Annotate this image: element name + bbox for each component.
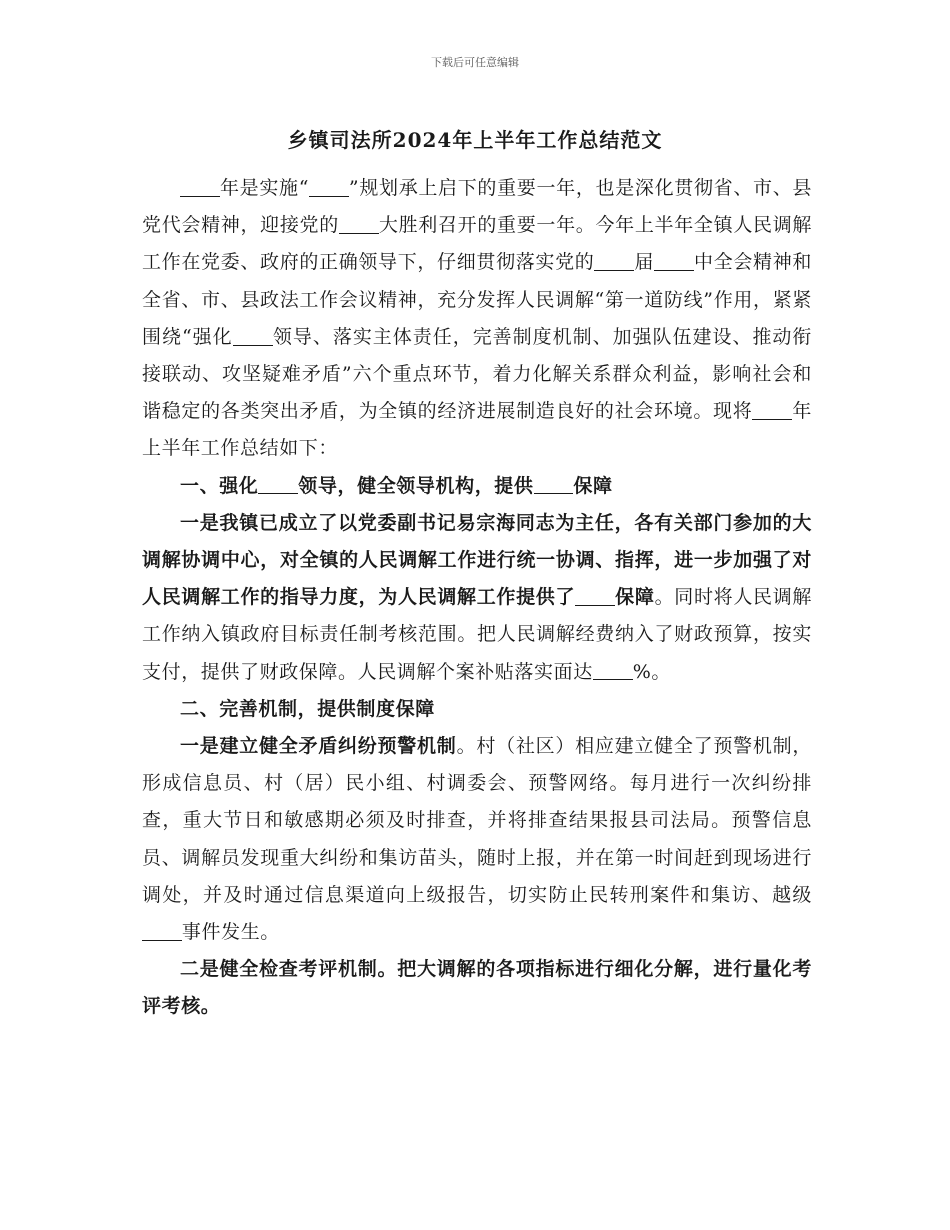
fill-blank: [233, 326, 273, 346]
fill-blank: [654, 251, 694, 271]
header-note: 下载后可任意编辑: [431, 56, 519, 69]
intro-paragraph: 年是实施“ ”规划承上启下的重要一年，也是深化贯彻省、市、县党代会精神，迎接党的 大胜利召开的重要一年。今年上半年全镇人民调解工作在党委、政府的正确领导下，仔细贯彻落实党的 届 中全会精神和全省、市、县政法工作会议精神，充分发挥人民调解“第一道防线”作用，紧紧围绕“强化 领导、落实主体责任，完善制度机制、加强队伍建设、推动衔接联动、攻坚疑难矛盾”六个重点环节，着力化解关系群众利益，影响社会和谐稳定的各类突出矛盾，为全镇的经济进展制造良好的社会环境。现将 年上半年工作总结如下：: [142, 177, 813, 460]
section-heading-1: 一、强化 领导，健全领导机构，提供 保障: [180, 474, 613, 497]
fill-blank: [309, 177, 349, 197]
fill-blank: [594, 251, 634, 271]
fill-blank: [534, 474, 574, 494]
fill-blank: [258, 474, 298, 494]
fill-blank: [339, 214, 379, 234]
paragraph-leadership: 一是我镇已成立了以党委副书记易宗海同志为主任，各有关部门参加的大调解协调中心，对全镇的人民调解工作进行统一协调、指挥，进一步加强了对人民调解工作的指导力度，为人民调解工作提供了 保障。同时将人民调解工作纳入镇政府目标责任制考核范围。把人民调解经费纳入了财政预算，按实支付，提供了财政保障。人民调解个案补贴落实面达 %。: [142, 511, 813, 683]
paragraph-evaluation-mechanism: 二是健全检查考评机制。把大调解的各项指标进行细化分解，进行量化考评考核。: [142, 958, 812, 1018]
document-body: [142, 170, 812, 1026]
section-heading-2: 二、完善机制，提供制度保障: [180, 697, 435, 720]
fill-blank: [180, 177, 220, 197]
paragraph-warning-mechanism: 一是建立健全矛盾纠纷预警机制。村（社区）相应建立健全了预警机制，形成信息员、村（居）民小组、村调委会、预警网络。每月进行一次纠纷排查，重大节日和敏感期必须及时排查，并将排查结果报县司法局。预警信息员、调解员发现重大纠纷和集访苗头，随时上报，并在第一时间赶到现场进行调处，并及时通过信息渠道向上级报告，切实防止民转刑案件和集访、越级事件发生。: [142, 735, 812, 944]
fill-blank: [575, 586, 615, 606]
document-title: 乡镇司法所2024年上半年工作总结范文: [287, 128, 663, 152]
fill-blank: [593, 660, 633, 680]
fill-blank: [752, 400, 792, 420]
fill-blank: [142, 921, 182, 941]
